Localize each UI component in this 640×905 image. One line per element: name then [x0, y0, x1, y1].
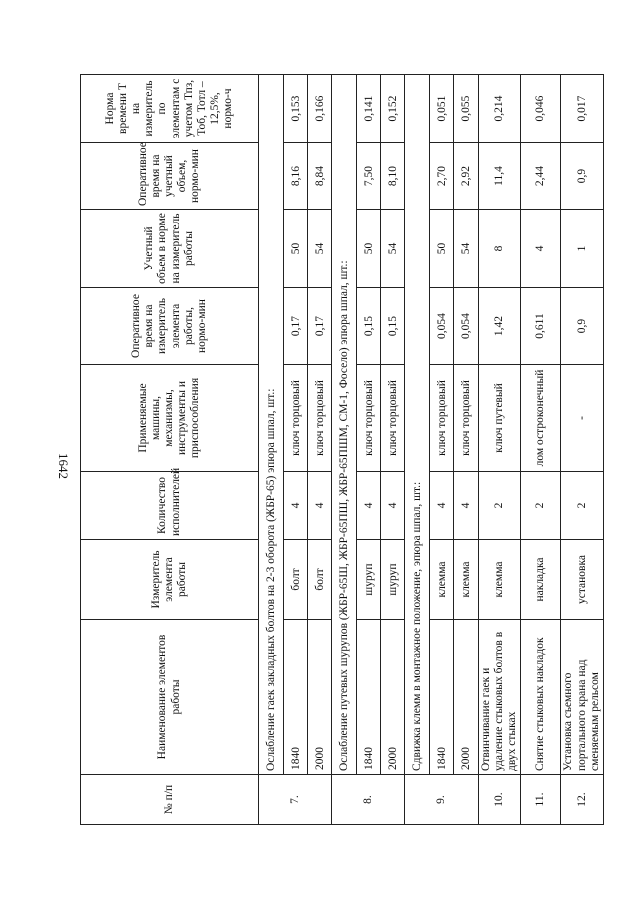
- cell-unit: болт: [284, 540, 308, 620]
- cell-unit: клемма: [454, 540, 478, 620]
- cell-op-volume: 8,84: [308, 143, 332, 210]
- cell-volume: 1: [561, 210, 604, 288]
- cell-workers: 2: [521, 472, 561, 540]
- cell-tool: ключ торцовый: [454, 365, 478, 472]
- cell-unit: клемма: [478, 540, 521, 620]
- cell-norm: 0,051: [430, 75, 454, 143]
- cell-unit: клемма: [430, 540, 454, 620]
- cell-volume: 50: [284, 210, 308, 288]
- table-row: [357, 75, 381, 825]
- cell-norm: 0,046: [521, 75, 561, 143]
- cell-volume: 50: [430, 210, 454, 288]
- cell-op-volume: 2,44: [521, 143, 561, 210]
- cell-unit: шуруп: [357, 540, 381, 620]
- section-title: Ослабление путевых шурупов (ЖБР-65Ш, ЖБР-65ПШ, ЖБР-65ПШМ, СМ-1, Фосело) эпюра шпал, шт.:: [332, 75, 357, 775]
- cell-name: Снятие стыковых накладок: [521, 620, 561, 775]
- col-header-volume: Учетный объем в норме на измеритель работы: [81, 210, 259, 288]
- col-header-tools: Применяемые машины, механизмы, инструменты и приспособления: [81, 365, 259, 472]
- cell-op-volume: 8,10: [381, 143, 405, 210]
- cell-workers: 4: [308, 472, 332, 540]
- section-title: Ослабление гаек закладных болтов на 2-3 оборота (ЖБР-65) эпюра шпал, шт.:: [259, 75, 284, 775]
- cell-op-volume: 2,92: [454, 143, 478, 210]
- row-number: 7.: [259, 775, 332, 825]
- cell-name: 2000: [308, 620, 332, 775]
- col-header-workers: Количество исполнителей: [81, 472, 259, 540]
- cell-name: Отвинчивание гаек и удаление стыковых болтов в двух стыках: [478, 620, 521, 775]
- cell-norm: 0,055: [454, 75, 478, 143]
- table-row: [284, 75, 308, 825]
- cell-op-time: 0,9: [561, 288, 604, 365]
- row-number: 11.: [521, 775, 561, 825]
- cell-volume: 54: [454, 210, 478, 288]
- table-row: [521, 75, 561, 825]
- table-row: [332, 75, 357, 825]
- cell-op-volume: 0,9: [561, 143, 604, 210]
- cell-tool: ключ торцовый: [381, 365, 405, 472]
- table-row: [308, 75, 332, 825]
- cell-workers: 4: [454, 472, 478, 540]
- table-row: [478, 75, 521, 825]
- cell-op-time: 0,054: [454, 288, 478, 365]
- cell-op-volume: 7,50: [357, 143, 381, 210]
- table-row: [430, 75, 454, 825]
- col-header-norm: Норма времени Т на измеритель по элементам с учетом Тпз, Тоб, Тотл – 12,5%, нормо-ч: [81, 75, 259, 143]
- table-row: [561, 75, 604, 825]
- cell-workers: 4: [284, 472, 308, 540]
- cell-workers: 2: [561, 472, 604, 540]
- row-number: 12.: [561, 775, 604, 825]
- cell-volume: 54: [308, 210, 332, 288]
- header-row: [81, 75, 259, 825]
- row-number: 10.: [478, 775, 521, 825]
- cell-tool: ключ торцовый: [284, 365, 308, 472]
- cell-volume: 8: [478, 210, 521, 288]
- cell-op-volume: 2,70: [430, 143, 454, 210]
- cell-name: 2000: [381, 620, 405, 775]
- cell-op-time: 0,17: [308, 288, 332, 365]
- cell-name: 1840: [284, 620, 308, 775]
- cell-op-time: 0,611: [521, 288, 561, 365]
- cell-workers: 4: [430, 472, 454, 540]
- cell-tool: -: [561, 365, 604, 472]
- table-row: [405, 75, 430, 825]
- cell-op-time: 1,42: [478, 288, 521, 365]
- norms-table: [80, 74, 604, 825]
- cell-tool: лом остроконечный: [521, 365, 561, 472]
- cell-tool: ключ торцовый: [357, 365, 381, 472]
- cell-tool: ключ торцовый: [308, 365, 332, 472]
- cell-workers: 2: [478, 472, 521, 540]
- cell-workers: 4: [381, 472, 405, 540]
- cell-norm: 0,153: [284, 75, 308, 143]
- page-number: 1642: [56, 453, 71, 479]
- col-header-op-volume: Оперативное время на учетный объем, нормо-мин: [81, 143, 259, 210]
- cell-norm: 0,141: [357, 75, 381, 143]
- cell-op-time: 0,15: [357, 288, 381, 365]
- col-header-op-time: Оперативное время на измеритель элемента работы, нормо-мин: [81, 288, 259, 365]
- cell-op-time: 0,17: [284, 288, 308, 365]
- cell-norm: 0,152: [381, 75, 405, 143]
- cell-workers: 4: [357, 472, 381, 540]
- row-number: 9.: [405, 775, 478, 825]
- cell-op-time: 0,15: [381, 288, 405, 365]
- cell-op-volume: 8,16: [284, 143, 308, 210]
- cell-name: Установка съемного портального крана над сменяемым рельсом: [561, 620, 604, 775]
- table-row: [454, 75, 478, 825]
- section-title: Сдвижка клемм в монтажное положение, эпюра шпал, шт.:: [405, 75, 430, 775]
- rotated-table-container: [80, 75, 604, 825]
- col-header-name: Наименование элементов работы: [81, 620, 259, 775]
- cell-tool: ключ торцовый: [430, 365, 454, 472]
- cell-unit: шуруп: [381, 540, 405, 620]
- table-row: [259, 75, 284, 825]
- col-header-num: № п/п: [81, 775, 259, 825]
- row-number: 8.: [332, 775, 405, 825]
- cell-tool: ключ путевый: [478, 365, 521, 472]
- col-header-unit: Измеритель элемента работы: [81, 540, 259, 620]
- cell-name: 1840: [430, 620, 454, 775]
- cell-name: 2000: [454, 620, 478, 775]
- cell-unit: накладка: [521, 540, 561, 620]
- cell-norm: 0,166: [308, 75, 332, 143]
- table-row: [381, 75, 405, 825]
- cell-op-volume: 11,4: [478, 143, 521, 210]
- cell-op-time: 0,054: [430, 288, 454, 365]
- cell-volume: 50: [357, 210, 381, 288]
- cell-norm: 0,017: [561, 75, 604, 143]
- cell-unit: болт: [308, 540, 332, 620]
- cell-unit: установка: [561, 540, 604, 620]
- cell-norm: 0,214: [478, 75, 521, 143]
- cell-volume: 54: [381, 210, 405, 288]
- cell-name: 1840: [357, 620, 381, 775]
- cell-volume: 4: [521, 210, 561, 288]
